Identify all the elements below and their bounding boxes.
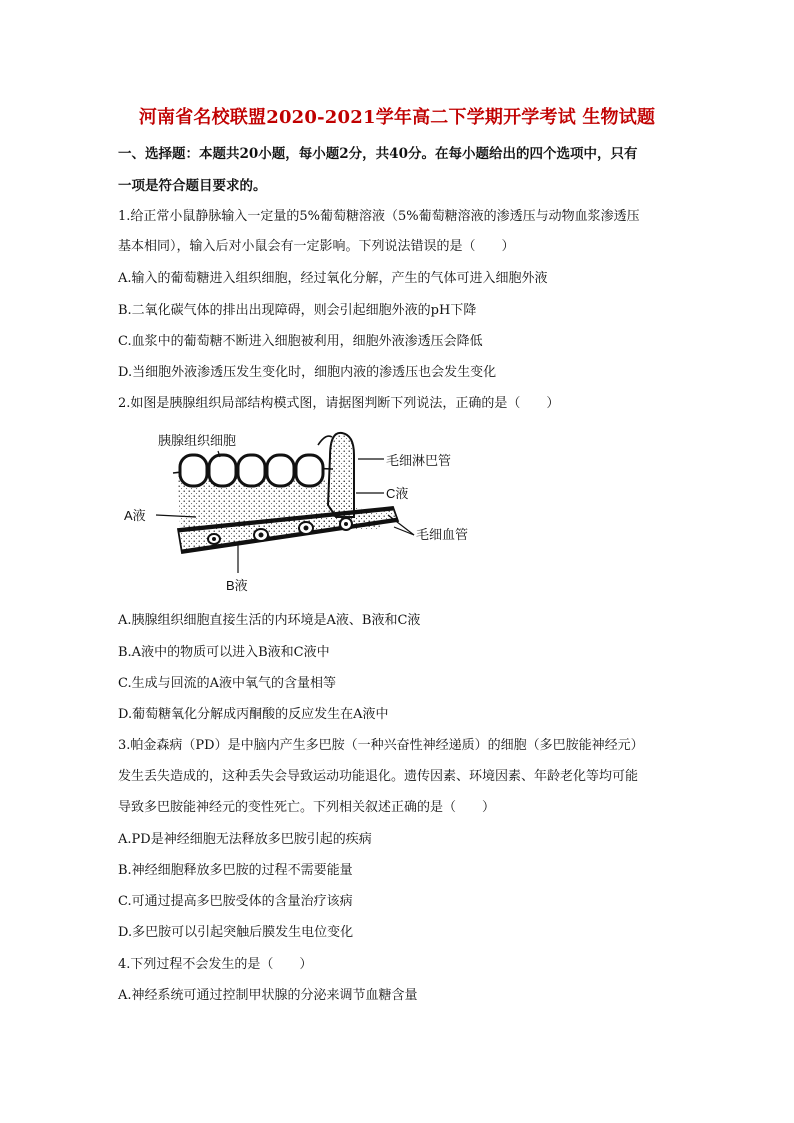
q1-option-b: B.二氧化碳气体的排出出现障碍，则会引起细胞外液的pH下降: [118, 303, 477, 318]
q3-option-d: D.多巴胺可以引起突触后膜发生电位变化: [118, 925, 354, 940]
pancreatic-cells: [180, 455, 323, 486]
lymph-capillary: [328, 433, 354, 517]
label-b: B液: [226, 578, 248, 593]
q1-stem-line-2: 基本相同），输入后对小鼠会有一定影响。下列说法错误的是（ ）: [118, 239, 515, 254]
q1-option-d: D.当细胞外液渗透压发生变化时，细胞内液的渗透压也会发生变化: [118, 365, 497, 380]
label-cells: 胰腺组织细胞: [158, 433, 237, 448]
q1-option-a: A.输入的葡萄糖进入组织细胞，经过氧化分解，产生的气体可进入细胞外液: [118, 271, 548, 286]
leader-line: [388, 515, 414, 535]
q2-option-b: B.A液中的物质可以进入B液和C液中: [118, 645, 330, 660]
q1-option-c: C.血浆中的葡萄糖不断进入细胞被利用，细胞外液渗透压会降低: [118, 334, 483, 349]
q2-option-d: D.葡萄糖氧化分解成丙酮酸的反应发生在A液中: [118, 707, 389, 722]
leader-line: [394, 527, 414, 535]
cell: [296, 455, 323, 486]
label-lymph: 毛细淋巴管: [386, 453, 452, 468]
q2-option-c: C.生成与回流的A液中氧气的含量相等: [118, 676, 337, 691]
cell: [180, 455, 207, 486]
q3-stem-line-3: 导致多巴胺能神经元的变性死亡。下列相关叙述正确的是（ ）: [118, 800, 496, 815]
section-heading-line-1: 一、选择题：本题共20小题，每小题2分，共40分。在每小题给出的四个选项中，只有: [118, 146, 638, 162]
label-capillary: 毛细血管: [416, 527, 469, 542]
q3-stem-line-1: 3.帕金森病（PD）是中脑内产生多巴胺（一种兴奋性神经递质）的细胞（多巴胺能神经元）: [118, 738, 644, 753]
pancreas-tissue-diagram: [118, 425, 478, 597]
document-title: 河南省名校联盟2020-2021学年高二下学期开学考试 生物试题: [138, 107, 656, 128]
cell: [238, 455, 265, 486]
label-c: C液: [386, 486, 409, 501]
cell: [267, 455, 294, 486]
q3-option-c: C.可通过提高多巴胺受体的含量治疗该病: [118, 894, 353, 909]
q2-stem: 2.如图是胰腺组织局部结构模式图，请据图判断下列说法，正确的是（ ）: [118, 396, 560, 411]
q1-stem-line-1: 1.给正常小鼠静脉输入一定量的5%葡萄糖溶液（5%葡萄糖溶液的渗透压与动物血浆渗透压: [118, 209, 640, 224]
lymph-tip: [318, 436, 332, 445]
q3-stem-line-2: 发生丢失造成的，这种丢失会导致运动功能退化。遗传因素、环境因素、年龄老化等均可能: [118, 769, 639, 784]
cell: [209, 455, 236, 486]
q3-option-b: B.神经细胞释放多巴胺的过程不需要能量: [118, 863, 353, 878]
q4-stem: 4.下列过程不会发生的是（ ）: [118, 957, 313, 972]
q2-option-a: A.胰腺组织细胞直接生活的内环境是A液、B液和C液: [118, 613, 421, 628]
section-heading-line-2: 一项是符合题目要求的。: [118, 178, 267, 194]
q3-option-a: A.PD是神经细胞无法释放多巴胺引起的疾病: [118, 832, 372, 847]
label-a: A液: [124, 508, 146, 523]
q4-option-a: A.神经系统可通过控制甲状腺的分泌来调节血糖含量: [118, 988, 418, 1003]
